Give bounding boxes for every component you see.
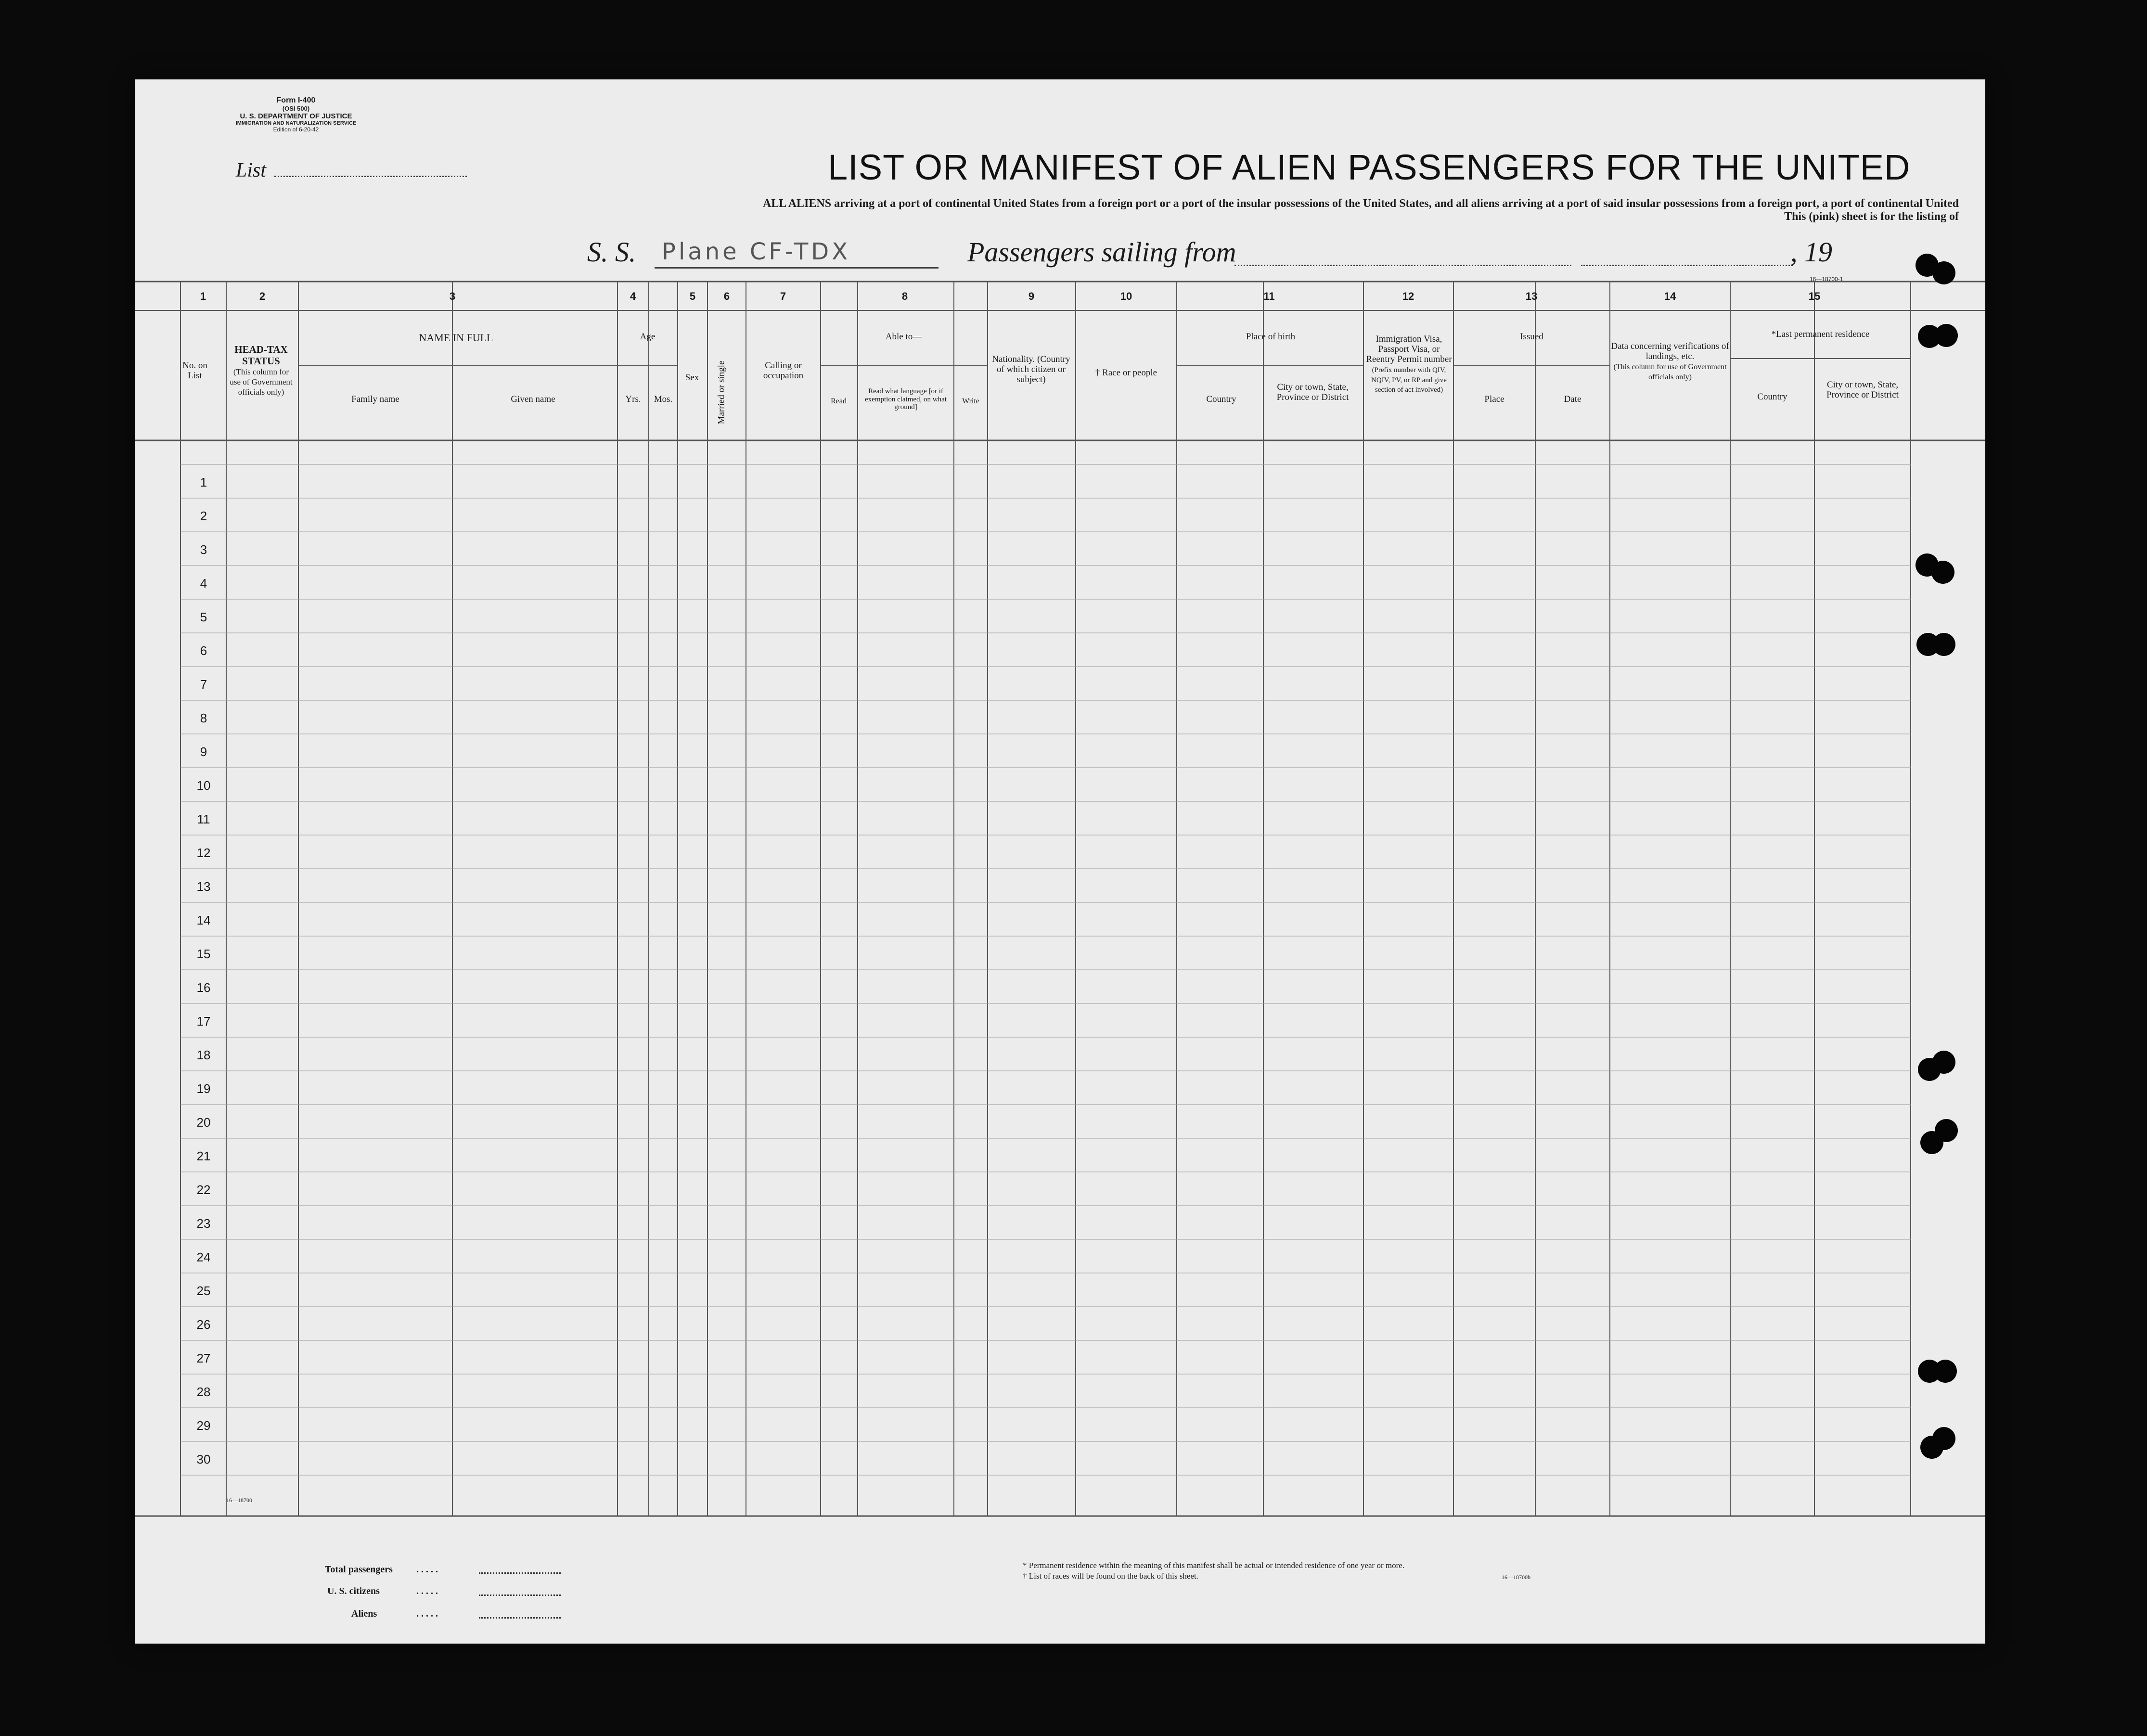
aliens-leader: . . . . .: [416, 1608, 438, 1619]
header-pob-country: Country: [1206, 394, 1236, 404]
column-number: 6: [723, 290, 730, 302]
header-res-city: City or town, State, Province or District: [1826, 380, 1899, 400]
form-omb: (OSI 500): [282, 105, 310, 112]
column-number: 7: [780, 290, 786, 302]
header-last-residence: *Last permanent residence: [1771, 329, 1870, 339]
header-res-country: Country: [1757, 392, 1787, 402]
column-number: 11: [1263, 290, 1275, 302]
ship-prefix: S. S.: [587, 236, 636, 268]
total-passengers-field[interactable]: [479, 1572, 561, 1574]
row-number: 8: [200, 711, 207, 725]
sailing-label: Passengers sailing from: [967, 236, 1236, 268]
row-number: 7: [200, 677, 207, 692]
column-number: 15: [1808, 290, 1821, 302]
footnote-residence: * Permanent residence within the meaning of this manifest shall be actual or intended residence of one year or more.: [1023, 1561, 1405, 1570]
bottom-form-code: 16—18700: [226, 1497, 252, 1504]
row-number: 21: [196, 1149, 211, 1163]
department-name: U. S. DEPARTMENT OF JUSTICE: [240, 112, 352, 120]
column-number: 5: [689, 290, 696, 302]
punch-hole: [1918, 1058, 1941, 1081]
row-number: 28: [196, 1385, 211, 1399]
header-landing-data: [1610, 342, 1730, 382]
header-landing-note: (This column for use of Government officials only): [1613, 362, 1727, 381]
row-number: 14: [196, 913, 211, 927]
row-number: 17: [196, 1014, 211, 1029]
punch-hole: [1932, 261, 1955, 284]
row-number: 25: [196, 1284, 211, 1298]
form-number: Form I-400: [276, 96, 316, 104]
column-number: 1: [200, 290, 206, 302]
column-number: 9: [1028, 290, 1035, 302]
row-number: 15: [196, 947, 211, 961]
us-citizens-label: U. S. citizens: [327, 1586, 380, 1596]
table-grid: [135, 79, 1985, 1644]
header-head-tax-title: HEAD-TAX STATUS: [234, 344, 288, 367]
row-number: 12: [196, 846, 211, 860]
header-visa: [1364, 334, 1453, 395]
header-calling: Calling or occupation: [763, 360, 804, 381]
header-name-in-full: NAME IN FULL: [419, 332, 493, 344]
column-number: 4: [630, 290, 636, 302]
us-citizens-field[interactable]: [479, 1595, 561, 1596]
header-no-on-list: No. on List: [182, 360, 207, 381]
subtitle-line1: ALL ALIENS arriving at a port of continental United States from a foreign port or a port of the insular possessions of the United States, and all aliens arriving at a port of said insular possessions from a foreign port, a port of continental United: [763, 197, 1959, 210]
row-number: 11: [197, 812, 210, 826]
form-edition: Edition of 6-20-42: [273, 126, 319, 133]
row-number: 19: [196, 1081, 211, 1096]
header-family-name: Family name: [351, 394, 399, 404]
header-head-tax: [229, 344, 294, 397]
row-number: 10: [196, 778, 211, 793]
page-title: LIST OR MANIFEST OF ALIEN PASSENGERS FOR THE UNITED: [828, 147, 1911, 187]
row-number: 27: [196, 1351, 211, 1365]
ship-name: Plane CF-TDX: [662, 238, 851, 265]
form-code-top: 16—18700-1: [1810, 276, 1843, 283]
row-number: 16: [196, 980, 211, 995]
punch-hole: [1920, 1131, 1943, 1154]
column-number: 2: [259, 290, 266, 302]
header-age-yrs: Yrs.: [625, 394, 641, 404]
column-number: 10: [1120, 290, 1132, 302]
service-name: IMMIGRATION AND NATURALIZATION SERVICE: [235, 120, 357, 126]
header-issued: Issued: [1520, 332, 1543, 342]
row-number: 4: [200, 576, 207, 591]
header-able-to: Able to—: [885, 332, 922, 342]
us-citizens-leader: . . . . .: [416, 1586, 438, 1596]
punch-hole: [1931, 561, 1954, 584]
row-number: 29: [196, 1418, 211, 1433]
header-pob-city: City or town, State, Province or District: [1276, 382, 1349, 402]
column-number: 13: [1525, 290, 1538, 302]
punch-hole: [1935, 324, 1958, 347]
column-number: 8: [901, 290, 908, 302]
header-place-of-birth: Place of birth: [1246, 332, 1296, 342]
footnote-races: † List of races will be found on the back of this sheet.: [1023, 1571, 1198, 1581]
header-age: Age: [640, 332, 656, 342]
header-landing-title: Data concerning verifications of landings, etc.: [1611, 341, 1729, 361]
row-number: 23: [196, 1216, 211, 1231]
header-read: Read: [831, 397, 847, 405]
column-number: 12: [1402, 290, 1414, 302]
row-number: 6: [200, 643, 207, 658]
header-given-name: Given name: [511, 394, 555, 404]
row-number: 24: [196, 1250, 211, 1264]
header-married: Married or single: [716, 360, 727, 424]
row-number: 22: [196, 1183, 211, 1197]
row-number: 5: [200, 610, 207, 624]
header-sex: Sex: [685, 373, 699, 383]
header-age-mos: Mos.: [654, 394, 673, 404]
row-number: 9: [200, 745, 207, 759]
punch-hole: [1934, 1360, 1957, 1383]
row-number: 20: [196, 1115, 211, 1130]
total-passengers-label: Total passengers: [325, 1564, 393, 1575]
header-visa-note: (Prefix number with QIV, NQIV, PV, or RP and give section of act involved): [1371, 366, 1447, 394]
total-passengers-leader: . . . . .: [416, 1564, 438, 1575]
footer-form-code: 16—18700b: [1502, 1574, 1530, 1581]
aliens-field[interactable]: [479, 1617, 561, 1619]
subtitle-line2: This (pink) sheet is for the listing of: [1784, 210, 1959, 223]
header-visa-title: Immigration Visa, Passport Visa, or Reentry Permit number: [1366, 334, 1452, 364]
header-read-language: Read what language [or if exemption claimed, on what ground]: [865, 387, 947, 411]
row-number: 18: [196, 1048, 211, 1062]
row-number: 26: [196, 1317, 211, 1332]
manifest-sheet: [135, 79, 1985, 1644]
year-label: , 19: [1790, 236, 1832, 268]
column-number: 14: [1664, 290, 1676, 302]
row-number: 1: [200, 475, 207, 489]
row-number: 3: [200, 542, 207, 557]
header-head-tax-note: (This column for use of Government officials only): [230, 367, 293, 397]
list-label: List: [236, 159, 267, 181]
row-number: 13: [196, 879, 211, 894]
header-race: † Race or people: [1095, 368, 1157, 378]
row-number: 2: [200, 509, 207, 523]
header-issued-date: Date: [1564, 394, 1581, 404]
aliens-label: Aliens: [351, 1608, 377, 1619]
header-write: Write: [962, 397, 979, 405]
header-nationality: Nationality. (Country of which citizen or subject): [992, 354, 1070, 385]
punch-hole: [1932, 633, 1955, 656]
header-issued-place: Place: [1484, 394, 1504, 404]
punch-hole: [1920, 1436, 1943, 1459]
row-number: 30: [196, 1452, 211, 1466]
column-number: 3: [449, 290, 456, 302]
